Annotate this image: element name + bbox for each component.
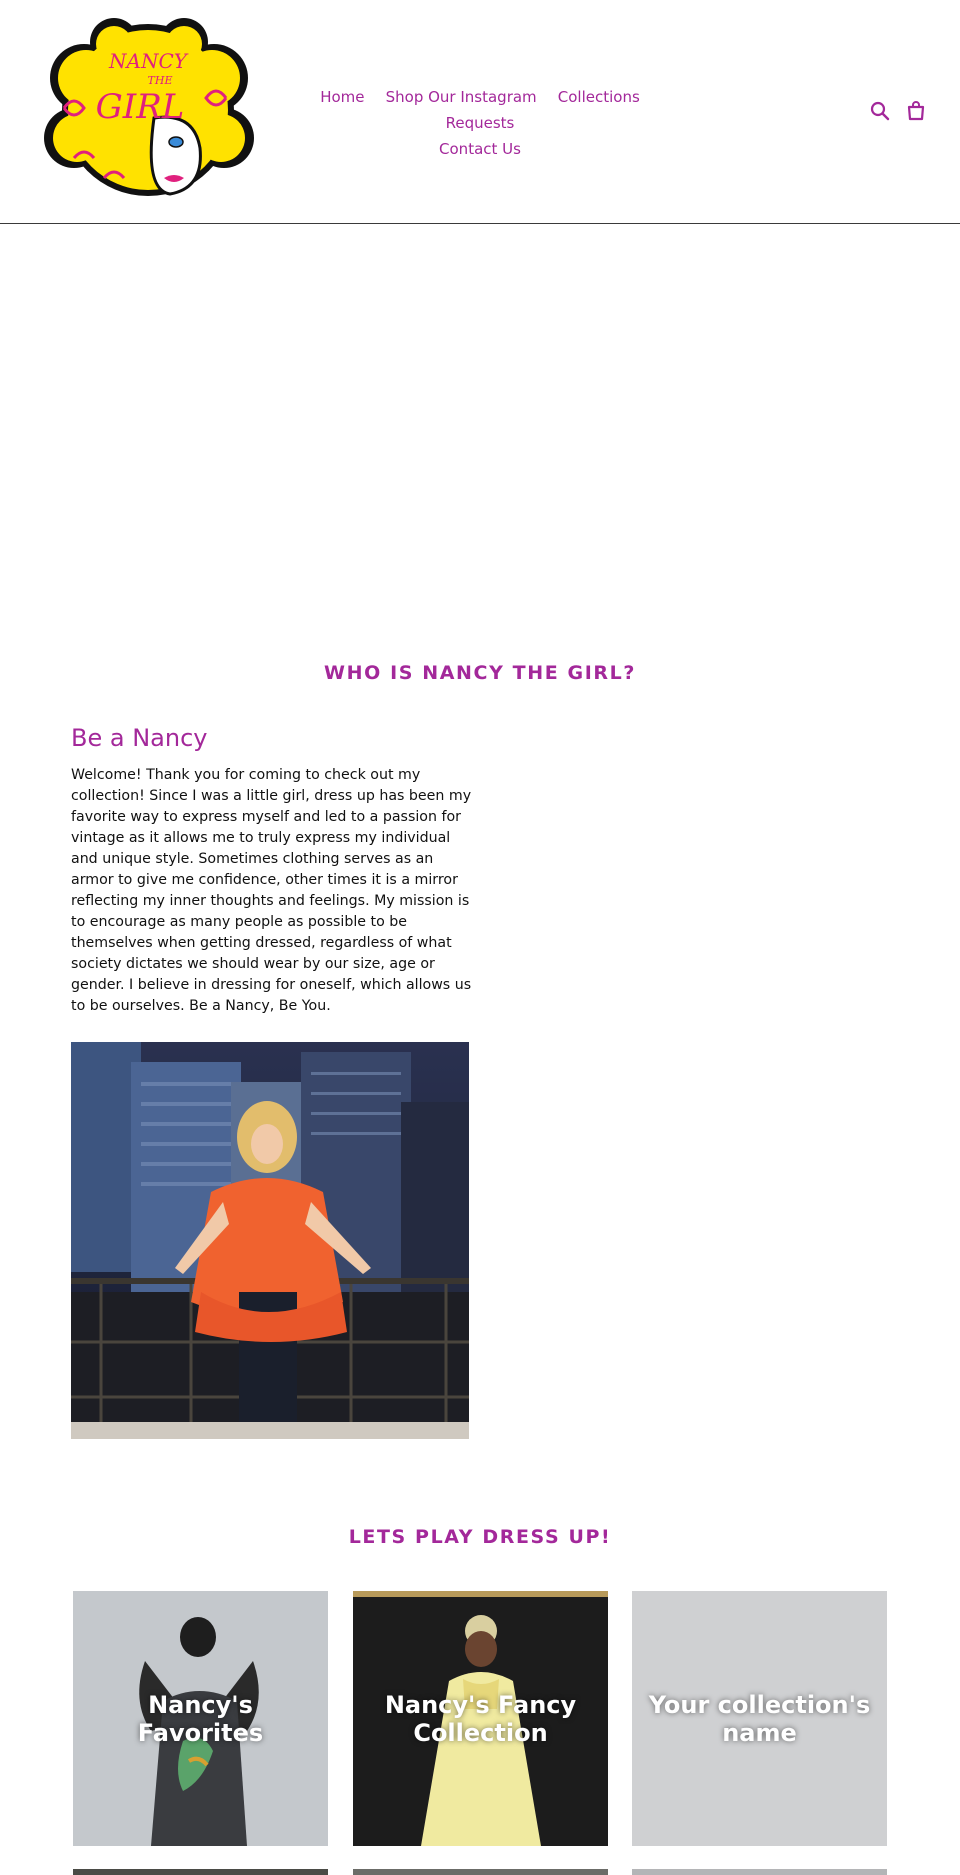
collection-card-title: Nancy's Fancy Collection — [384, 1690, 577, 1747]
svg-text:NANCY: NANCY — [109, 49, 187, 73]
site-logo[interactable] — [44, 18, 258, 204]
svg-text:GIRL: GIRL — [95, 87, 185, 127]
main-nav — [280, 84, 680, 162]
nav-collections[interactable]: Collections — [557, 88, 640, 106]
collection-card-row2-2[interactable] — [353, 1869, 608, 1875]
collection-card-nancys-favorites[interactable] — [73, 1591, 328, 1846]
collection-card-row2-1[interactable] — [73, 1869, 328, 1875]
about-section-title: WHO IS NANCY THE GIRL? — [324, 662, 636, 684]
nav-shop-instagram[interactable]: Shop Our Instagram — [385, 88, 537, 106]
about-heading: Be a Nancy — [71, 724, 208, 752]
site-header — [0, 0, 960, 224]
cart-icon[interactable] — [905, 100, 927, 122]
nav-requests[interactable]: Requests — [445, 114, 515, 132]
search-icon[interactable] — [869, 100, 891, 122]
about-photo — [71, 1042, 469, 1439]
nav-home[interactable]: Home — [320, 88, 365, 106]
about-body: Welcome! Thank you for coming to check out my collection! Since I was a little girl, dress up has been my favorite way to express myself and led to a passion for vintage as it allows me to truly express my individual and unique style. Sometimes clothing serves as an armor to give me confidence, other times it is a mirror reflecting my inner thoughts and feelings. My mission is to encourage as many people as possible to be themselves when getting dressed, regardless of what society dictates we should wear by our size, age or gender. I believe in dressing for oneself, which allows us to be ourselves. Be a Nancy, Be You. — [71, 767, 472, 1014]
collection-card-title: Nancy's Favorites — [137, 1690, 264, 1747]
svg-text:THE: THE — [147, 74, 173, 87]
hero-banner — [0, 225, 960, 625]
collections-section-title: LETS PLAY DRESS UP! — [348, 1526, 612, 1548]
collection-card-nancys-fancy[interactable] — [353, 1591, 608, 1846]
collection-card-placeholder[interactable] — [632, 1591, 887, 1846]
nav-contact-us[interactable]: Contact Us — [439, 140, 521, 158]
collection-card-title: Your collection's name — [648, 1690, 871, 1747]
collection-card-row2-3[interactable] — [632, 1869, 887, 1875]
